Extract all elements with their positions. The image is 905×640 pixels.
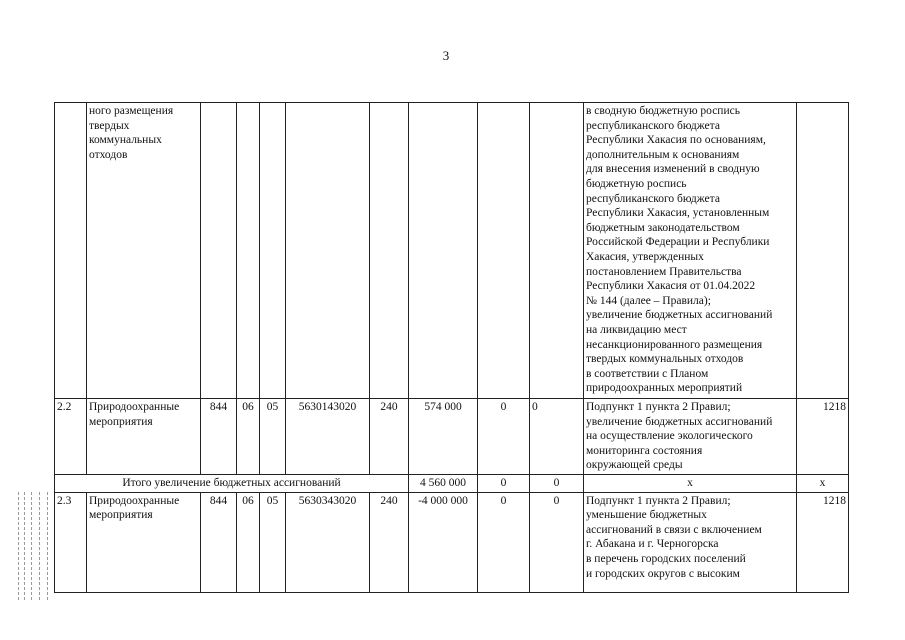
grbs-code: 844 xyxy=(201,492,237,592)
total-year-3: 0 xyxy=(530,475,584,493)
subsection-code xyxy=(260,103,286,399)
change-code xyxy=(797,103,849,399)
amount-year-3 xyxy=(530,103,584,399)
total-row xyxy=(55,475,849,493)
measure-name: Природоохранные мероприятия xyxy=(87,492,201,592)
subsection-code: 05 xyxy=(260,399,286,475)
section-code xyxy=(237,103,260,399)
grbs-code xyxy=(201,103,237,399)
table-row xyxy=(55,399,849,475)
change-reason: Подпункт 1 пункта 2 Правил; увеличение бюджетных ассигнований на осуществление экологического мониторинга состояния окружающей среды xyxy=(584,399,797,475)
row-number: 2.3 xyxy=(55,492,87,592)
amount-year-2: 0 xyxy=(478,492,530,592)
subsection-code: 05 xyxy=(260,492,286,592)
table-row xyxy=(55,492,849,592)
expense-type-code: 240 xyxy=(370,399,409,475)
total-label: Итого увеличение бюджетных ассигнований xyxy=(55,475,409,493)
expense-type-code xyxy=(370,103,409,399)
row-number: 2.2 xyxy=(55,399,87,475)
amount-year-2 xyxy=(478,103,530,399)
row-number xyxy=(55,103,87,399)
measure-name: Природоохранные мероприятия xyxy=(87,399,201,475)
section-code: 06 xyxy=(237,399,260,475)
amount-year-2: 0 xyxy=(478,399,530,475)
measure-name: ного размещения твердых коммунальных отходов xyxy=(87,103,201,399)
amount-year-3: 0 xyxy=(530,399,584,475)
amount: -4 000 000 xyxy=(409,492,478,592)
page-number: 3 xyxy=(442,48,450,63)
change-reason: Подпункт 1 пункта 2 Правил; уменьшение бюджетных ассигнований в связи с включением г. Абакана и г. Черногорска в перечень городских поселений и городских округов с высоким xyxy=(584,492,797,592)
amount-year-3: 0 xyxy=(530,492,584,592)
total-amount: 4 560 000 xyxy=(409,475,478,493)
expense-type-code: 240 xyxy=(370,492,409,592)
amount xyxy=(409,103,478,399)
change-reason: в сводную бюджетную роспись республиканского бюджета Республики Хакасия по основаниям, дополнительным к основаниям для внесения изменений в сводную бюджетную роспись республиканского бюджета Республики Хакасия, установленным бюджетным законодательством Российской Федерации и Республики Хакасия, утвержденных постановлением Правительства Республики Хакасия от 01.04.2022 № 144 (далее – Правила); увеличение бюджетных ассигнований на ликвидацию мест несанкционированного размещения твердых коммунальных отходов в соответствии с Планом природоохранных мероприятий xyxy=(584,103,797,399)
table-row xyxy=(55,103,849,399)
grbs-code: 844 xyxy=(201,399,237,475)
change-code: 1218 xyxy=(797,492,849,592)
amount: 574 000 xyxy=(409,399,478,475)
target-article-code xyxy=(286,103,370,399)
target-article-code: 5630343020 xyxy=(286,492,370,592)
total-code: х xyxy=(797,475,849,493)
target-article-code: 5630143020 xyxy=(286,399,370,475)
total-year-2: 0 xyxy=(478,475,530,493)
section-code: 06 xyxy=(237,492,260,592)
budget-table xyxy=(54,102,849,593)
total-reason: х xyxy=(584,475,797,493)
margin-stamp xyxy=(14,492,56,602)
change-code: 1218 xyxy=(797,399,849,475)
